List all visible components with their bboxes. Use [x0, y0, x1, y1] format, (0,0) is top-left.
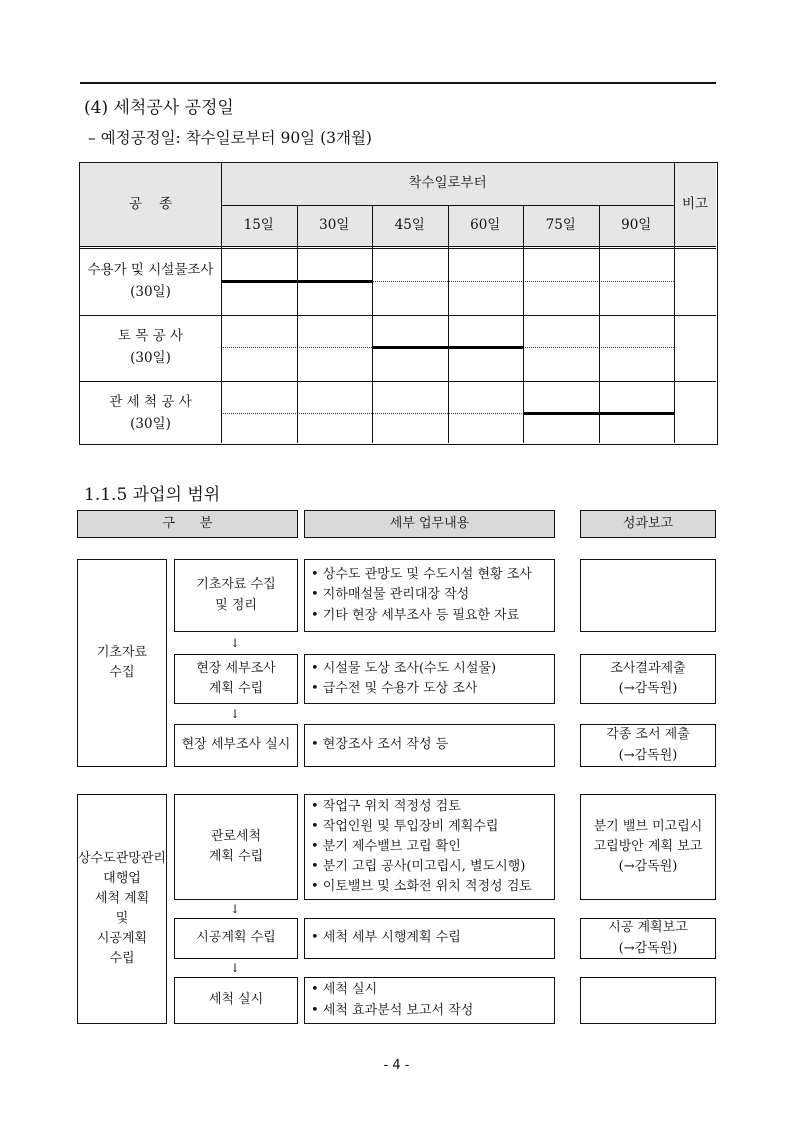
- report-box: 조사결과제출 (→감독원): [580, 654, 716, 704]
- top-rule: [80, 82, 716, 84]
- detail-item: • 분기 고립 공사(미고립시, 별도시행): [311, 859, 526, 875]
- period-header: 75일: [523, 205, 599, 246]
- work-item-name: 수용가 및 시설물조사: [87, 262, 214, 279]
- work-item-duration: (30일): [130, 350, 171, 366]
- detail-item: • 세척 효과분석 보고서 작성: [311, 1002, 474, 1018]
- details-box: [304, 918, 555, 959]
- down-arrow: ↓: [230, 707, 241, 721]
- detail-item: • 세척 세부 시행계획 수립: [311, 930, 461, 946]
- grid-v: [297, 205, 298, 443]
- step-box: 현장 세부조사 실시: [174, 724, 298, 767]
- grid-v: [372, 205, 373, 443]
- detail-item: • 분기 제수밸브 고립 확인: [311, 838, 461, 854]
- detail-item: • 시설물 도상 조사(수도 시설물): [311, 660, 497, 676]
- details-box: [304, 559, 555, 632]
- grid-h: [80, 248, 716, 249]
- details-box: [304, 654, 555, 704]
- step-box: 세척 실시: [174, 977, 298, 1024]
- step-box: 기초자료 수집 및 정리: [174, 559, 298, 632]
- header-work-type: 공 종: [80, 163, 221, 246]
- header-report: 성과보고: [580, 510, 716, 538]
- report-box: [580, 977, 716, 1024]
- grid-v: [523, 205, 524, 443]
- schedule-row-label: [80, 249, 221, 315]
- schedule-row-label: [80, 381, 221, 447]
- section-heading: (4) 세척공사 공정일: [84, 98, 234, 118]
- period-header: 30일: [297, 205, 373, 246]
- header-category: 구 분: [77, 510, 298, 538]
- header-details: 세부 업무내용: [304, 510, 555, 538]
- period-header: 90일: [599, 205, 675, 246]
- schedule-row-label: [80, 315, 221, 381]
- period-header: 60일: [448, 205, 524, 246]
- detail-item: • 현장조사 조서 작성 등: [311, 737, 449, 753]
- grid-h: [221, 205, 674, 206]
- step-box: 현장 세부조사 계획 수립: [174, 654, 298, 704]
- detail-item: • 작업구 위치 적정성 검토: [311, 798, 461, 814]
- detail-item: • 이토밸브 및 소화전 위치 적정성 검토: [311, 879, 532, 895]
- detail-item: • 급수전 및 수용가 도상 조사: [311, 681, 478, 696]
- work-item-duration: (30일): [130, 284, 171, 300]
- category-box: 기초자료 수집: [77, 559, 167, 767]
- schedule-table: [79, 162, 718, 445]
- grid-v: [599, 205, 600, 443]
- detail-item: • 세척 실시: [311, 982, 378, 998]
- header-note: 비고: [674, 163, 716, 246]
- report-box: 각종 조서 제출 (→감독원): [580, 724, 716, 767]
- category-box: 상수도관망관리 대행업 세척 계획 및 시공계획 수립: [77, 794, 167, 1024]
- grid-h: [80, 381, 716, 382]
- step-box: 관로세척 계획 수립: [174, 794, 298, 900]
- down-arrow: ↓: [230, 961, 241, 975]
- period-header: 15일: [221, 205, 297, 246]
- grid-h: [80, 246, 716, 247]
- page-number: - 4 -: [383, 1058, 410, 1073]
- detail-item: • 작업인원 및 투입장비 계획수립: [311, 818, 499, 834]
- report-box: 분기 밸브 미고립시 고립방안 계획 보고 (→감독원): [580, 794, 716, 900]
- report-box: 시공 계획보고 (→감독원): [580, 918, 716, 959]
- down-arrow: ↓: [230, 902, 241, 916]
- work-item-duration: (30일): [130, 416, 171, 432]
- grid-v: [448, 205, 449, 443]
- period-header: 45일: [372, 205, 448, 246]
- detail-item: • 기타 현장 세부조사 등 필요한 자료: [311, 607, 520, 623]
- scope-heading: 1.1.5 과업의 범위: [84, 485, 221, 505]
- step-box: 시공계획 수립: [174, 918, 298, 959]
- grid-v: [674, 163, 675, 443]
- work-item-name: 토 목 공 사: [117, 328, 184, 345]
- details-box: [304, 724, 555, 767]
- schedule-subheading: – 예정공정일: 착수일로부터 90일 (3개월): [88, 129, 372, 147]
- detail-item: • 지하매설물 관리대장 작성: [311, 587, 470, 603]
- report-box: [580, 559, 716, 632]
- down-arrow: ↓: [230, 636, 241, 650]
- detail-item: • 상수도 관망도 및 수도시설 현황 조사: [311, 567, 532, 583]
- header-from-start: 착수일로부터: [221, 163, 674, 205]
- grid-h: [80, 315, 716, 316]
- details-box: [304, 977, 555, 1024]
- details-box: [304, 794, 555, 900]
- work-item-name: 관 세 척 공 사: [109, 394, 192, 411]
